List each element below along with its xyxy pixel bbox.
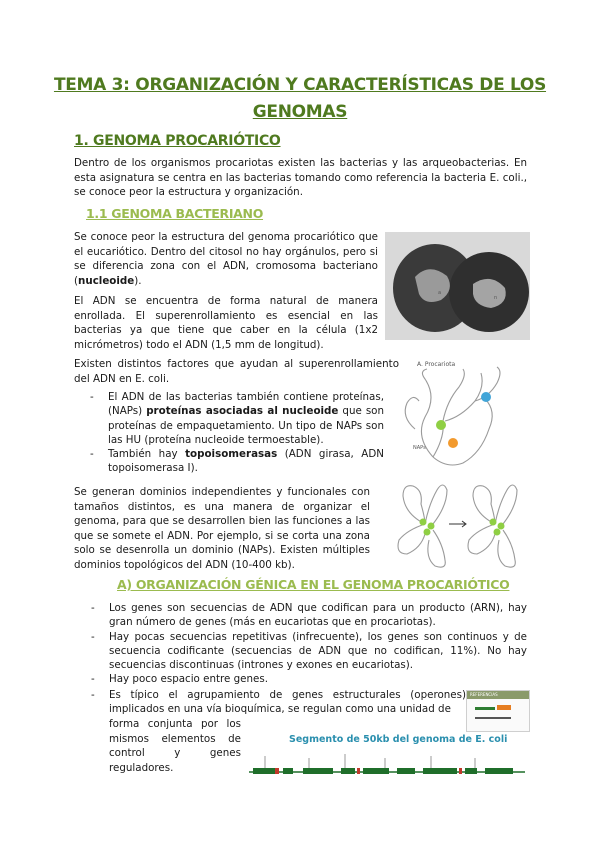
genome-segment-svg [245, 728, 529, 786]
genome-segment-figure [245, 728, 529, 786]
operones-text-1: Es típico el agrupamiento de genes estructurales (operones) implicados en una vía bioquímica, se regulan como una unidad de [109, 689, 466, 716]
page-title-line1: TEMA 3: ORGANIZACIÓN Y CARACTERÍSTICAS DE LOS [53, 75, 547, 95]
bullet-topo-pre: También hay [108, 448, 186, 461]
operones-text-2: forma conjunta por los mismos elementos de control y genes reguladores. [109, 718, 241, 774]
micrograph-label-a: a [438, 290, 442, 296]
page-title-line2: GENOMAS [252, 102, 348, 122]
references-legend [466, 690, 530, 732]
topoisomerase-icon [481, 392, 491, 402]
list-item: - Los genes son secuencias de ADN que codifican para un producto (ARN), hay gran número de genes (más en eucariotas que en procariotas). [91, 601, 527, 630]
paragraph-nucleoide-post: ). [134, 274, 142, 287]
page-title [0, 72, 600, 126]
micrograph-svg [385, 232, 530, 340]
paragraph-dominios: Se generan dominios independientes y funcionales con tamaños distintos, es una manera de organizar el genoma, para que se desarrollen bien las funciones a las que se somete el ADN. Por ejemplo, si se corta una zona solo se desenrolla un dominio (NAPs). Existen múltiples dominios topológicos del ADN (10-400 kb). [74, 486, 370, 571]
domains-diagram-bottom [385, 474, 530, 574]
naps-label: NAPs [413, 445, 426, 451]
micrograph-image [385, 232, 530, 340]
bullet-topo-post: (ADN girasa, ADN topoisomerasa I). [108, 448, 384, 475]
paragraph-factores: Existen distintos factores que ayudan al superenrollamiento del ADN en E. coli. [74, 358, 399, 385]
hu-protein-icon [448, 438, 458, 448]
paragraph-superenrollamiento: El ADN se encuentra de forma natural de manera enrollada. El superenrollamiento es esencial en las bacterias ya que tiene que caber en la célula (1x2 micrómetros) todo el ADN (1,5 mm de longitud). [74, 295, 378, 351]
nucleoide-term: nucleoide [78, 274, 135, 287]
operones-item [91, 688, 466, 717]
topoisomerasas-term: topoisomerasas [185, 448, 278, 461]
micrograph-label-n: n [494, 295, 498, 301]
section-1-intro: Dentro de los organismos procariotas existen las bacterias y las arqueobacterias. En esta asignatura se centra en las bacterias tomando como referencia la bacteria E. coli., se conoce peor la estructura y organización. [74, 157, 527, 199]
domains-svg-top [385, 357, 530, 477]
domains-diagram-top [385, 357, 530, 477]
references-legend-svg [467, 699, 529, 731]
list-item: - Hay pocas secuencias repetitivas (infrecuente), los genes son continuos y de secuencia codificante (secuencias de ADN que no codifican, 11%). No hay secuencias discontinuas (intrones y exones en eucariotas). [91, 630, 527, 673]
bullet-naps-pre: El ADN de las bacterias también contiene proteínas, (NAPs) [108, 391, 384, 418]
genome-segment-title: Segmento de 50kb del genoma de E. coli [289, 734, 508, 745]
organizacion-list [91, 601, 527, 687]
paragraph-nucleoide-pre: Se conoce peor la estructura del genoma procariótico que el eucariótico. Dentro del citosol no hay orgánulos, pero si se diferencia zona con el ADN, cromosoma bacteriano ( [74, 231, 378, 287]
section-a-heading: A) ORGANIZACIÓN GÉNICA EN EL GENOMA PROCARIÓTICO [117, 577, 510, 592]
nap-protein-icon [436, 420, 446, 430]
section-1-1-heading: 1.1 GENOMA BACTERIANO [86, 206, 264, 221]
bullet-dash: - [91, 689, 95, 701]
naps-term: proteínas asociadas al nucleoide [146, 405, 339, 418]
paragraph-nucleoide [74, 230, 378, 288]
section-1-heading: 1. GENOMA PROCARIÓTICO [74, 133, 281, 149]
domains-title: A. Procariota [417, 361, 456, 368]
references-legend-title: REFERENCIAS [467, 691, 529, 699]
list-item: - Hay poco espacio entre genes. [91, 672, 527, 686]
domains-svg-bottom [385, 474, 530, 574]
bullet-naps-post: que son proteínas de empaquetamiento. Un tipo de NAPs son las HU (proteína nucleoide termoestable). [108, 405, 385, 446]
factores-list [90, 390, 384, 476]
list-item [90, 390, 384, 447]
list-item [90, 447, 384, 476]
